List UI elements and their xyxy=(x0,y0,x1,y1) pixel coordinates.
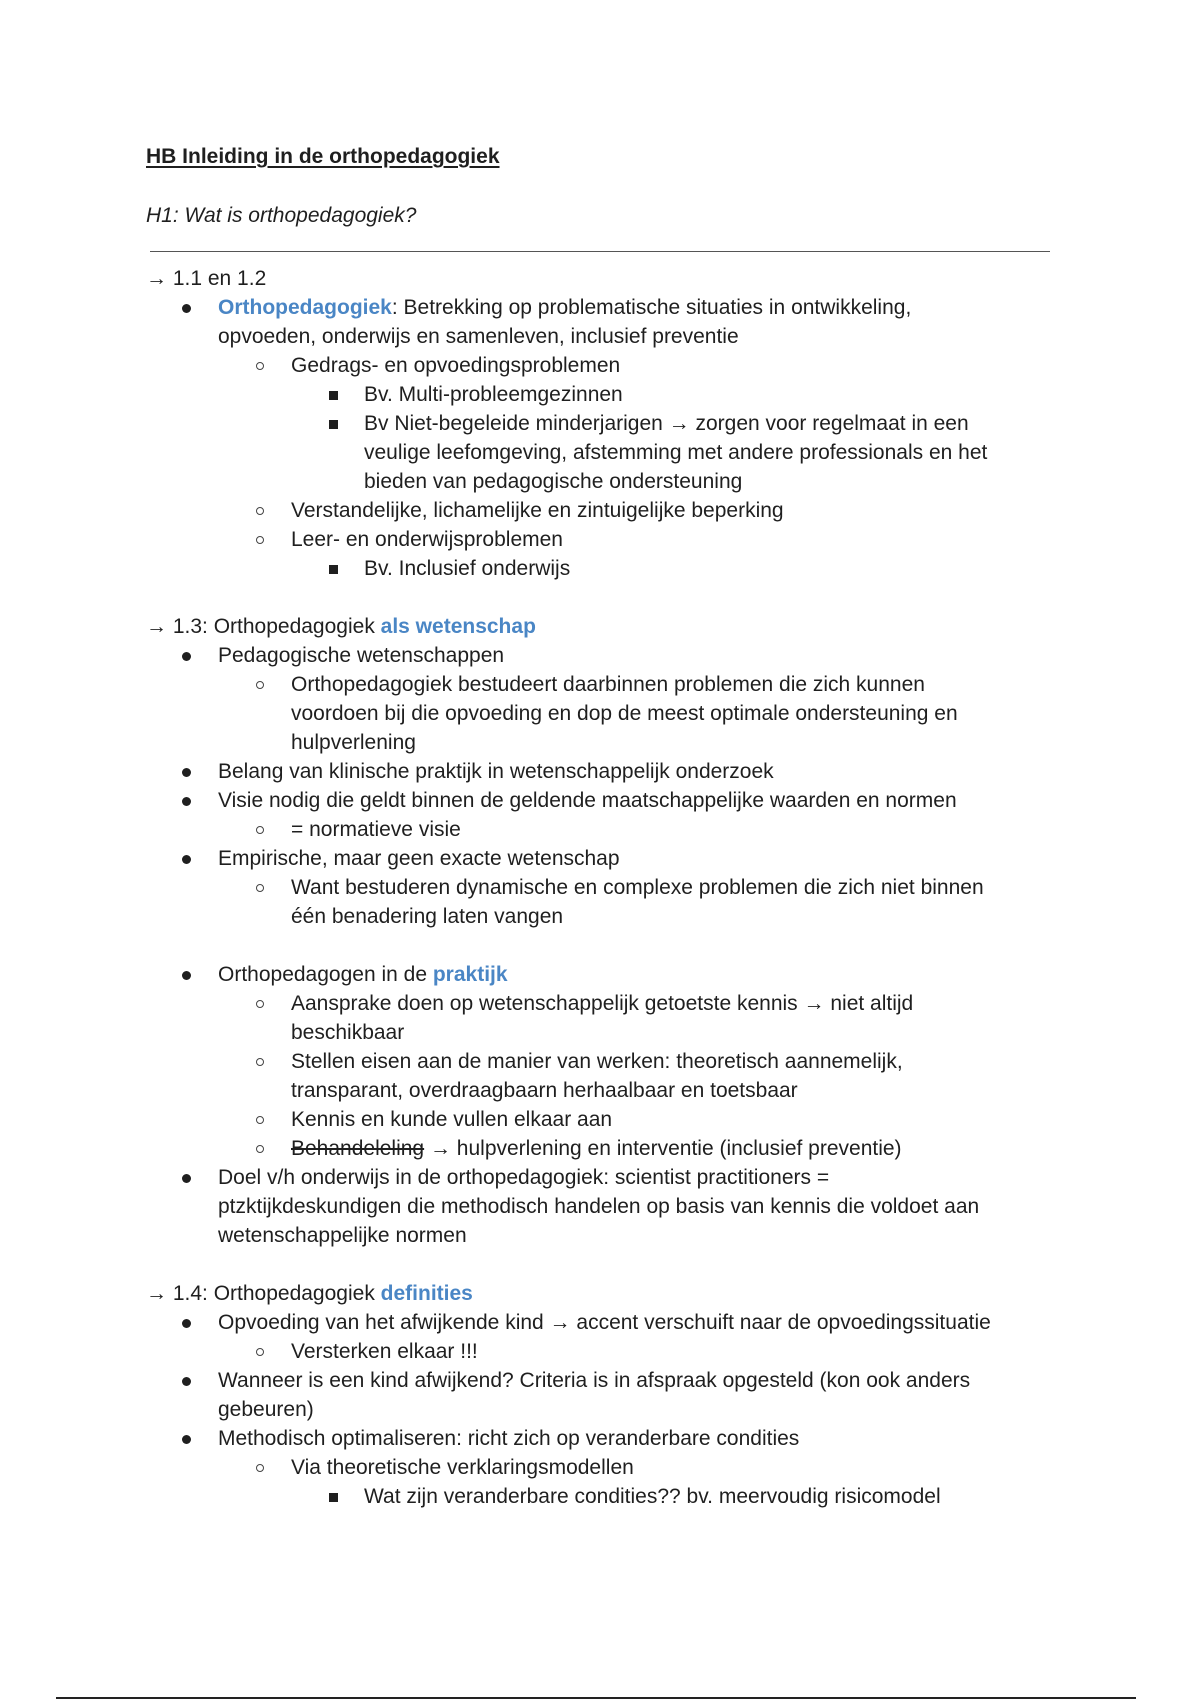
list-item-continuation xyxy=(0,1192,1200,1221)
bullet-dot-icon xyxy=(182,768,191,777)
list-item-text: Methodisch optimaliseren: richt zich op veranderbare condities xyxy=(218,1427,800,1450)
bullet-dot-icon xyxy=(182,855,191,864)
list-item-text: Bv Niet-begeleide minderjarigen → zorgen voor regelmaat in een xyxy=(364,412,969,435)
bullet-square-icon xyxy=(329,565,338,574)
list-item xyxy=(0,641,1200,670)
bullet-circle-icon xyxy=(256,1348,264,1356)
list-item-text: Orthopedagogiek bestudeert daarbinnen problemen die zich kunnen xyxy=(291,673,925,696)
list-item-text: Empirische, maar geen exacte wetenschap xyxy=(218,847,620,870)
bullet-dot-icon xyxy=(182,1377,191,1386)
list-item xyxy=(0,1308,1200,1337)
bullet-circle-icon xyxy=(256,536,264,544)
list-item-text: Wanneer is een kind afwijkend? Criteria is in afspraak opgesteld (kon ook anders xyxy=(218,1369,971,1392)
list-item-text: wetenschappelijke normen xyxy=(218,1224,467,1247)
list-item-continuation xyxy=(0,322,1200,351)
list-item-text: Visie nodig die geldt binnen de geldende maatschappelijke waarden en normen xyxy=(218,789,957,812)
list-item-text: Orthopedagogen in de xyxy=(218,963,433,986)
bullet-dot-icon xyxy=(182,652,191,661)
spacer xyxy=(0,583,1200,612)
list-item-text: Aansprake doen op wetenschappelijk getoetste kennis → niet altijd xyxy=(291,992,914,1015)
list-item xyxy=(0,1163,1200,1192)
list-item-text: Via theoretische verklaringsmodellen xyxy=(291,1456,634,1479)
spacer xyxy=(0,931,1200,960)
list-item xyxy=(0,844,1200,873)
list-item xyxy=(0,293,1200,322)
list-item xyxy=(0,873,1200,902)
list-item xyxy=(0,989,1200,1018)
list-item xyxy=(0,1424,1200,1453)
list-item-text: Opvoeding van het afwijkende kind → accent verschuift naar de opvoedingssituatie xyxy=(218,1311,991,1334)
list-item xyxy=(0,815,1200,844)
list-item-text: Bv. Inclusief onderwijs xyxy=(364,557,571,580)
list-item-continuation xyxy=(0,1018,1200,1047)
section-heading-text: → 1.1 en 1.2 xyxy=(146,267,267,290)
list-item-text: opvoeden, onderwijs en samenleven, inclusief preventie xyxy=(218,325,739,348)
list-item xyxy=(0,960,1200,989)
list-item xyxy=(0,380,1200,409)
list-item-text: beschikbaar xyxy=(291,1021,405,1044)
bullet-circle-icon xyxy=(256,362,264,370)
list-item-continuation xyxy=(0,1395,1200,1424)
struck-text: Behandeleling xyxy=(291,1137,425,1160)
term-orthopedagogiek: Orthopedagogiek xyxy=(218,296,392,319)
document-title: HB Inleiding in de orthopedagogiek xyxy=(146,145,500,168)
bullet-square-icon xyxy=(329,391,338,400)
list-item xyxy=(0,757,1200,786)
list-item-continuation xyxy=(0,438,1200,467)
list-item-text: Verstandelijke, lichamelijke en zintuigelijke beperking xyxy=(291,499,784,522)
list-item-continuation xyxy=(0,467,1200,496)
list-item-text: Kennis en kunde vullen elkaar aan xyxy=(291,1108,613,1131)
bullet-dot-icon xyxy=(182,1319,191,1328)
list-item-text: Leer- en onderwijsproblemen xyxy=(291,528,563,551)
list-item xyxy=(0,525,1200,554)
list-item-text: = normatieve visie xyxy=(291,818,461,841)
list-item xyxy=(0,1047,1200,1076)
list-item xyxy=(0,1337,1200,1366)
list-item-text: Want bestuderen dynamische en complexe problemen die zich niet binnen xyxy=(291,876,984,899)
bullet-dot-icon xyxy=(182,797,191,806)
list-item-text: Belang van klinische praktijk in wetenschappelijk onderzoek xyxy=(218,760,774,783)
list-item-continuation xyxy=(0,728,1200,757)
list-item xyxy=(0,409,1200,438)
list-item-text: Stellen eisen aan de manier van werken: theoretisch aannemelijk, xyxy=(291,1050,903,1073)
bullet-circle-icon xyxy=(256,681,264,689)
list-item-text: veulige leefomgeving, afstemming met andere professionals en het xyxy=(364,441,988,464)
list-item-text: gebeuren) xyxy=(218,1398,314,1421)
list-item-text: Pedagogische wetenschappen xyxy=(218,644,505,667)
list-item-text: transparant, overdraagbaarn herhaalbaar en toetsbaar xyxy=(291,1079,798,1102)
list-item-text: bieden van pedagogische ondersteuning xyxy=(364,470,743,493)
bullet-dot-icon xyxy=(182,1435,191,1444)
list-item-text: → hulpverlening en interventie (inclusief preventie) xyxy=(424,1137,902,1160)
spacer xyxy=(0,1250,1200,1279)
section-heading-1-1 xyxy=(0,264,1200,293)
list-item-continuation xyxy=(0,1221,1200,1250)
list-item-text: Versterken elkaar !!! xyxy=(291,1340,478,1363)
bullet-circle-icon xyxy=(256,884,264,892)
bullet-circle-icon xyxy=(256,826,264,834)
page-bottom-rule xyxy=(56,1697,1136,1699)
bullet-dot-icon xyxy=(182,304,191,313)
bullet-circle-icon xyxy=(256,1116,264,1124)
list-item xyxy=(0,496,1200,525)
list-item xyxy=(0,1366,1200,1395)
bullet-dot-icon xyxy=(182,1174,191,1183)
list-item xyxy=(0,554,1200,583)
bullet-circle-icon xyxy=(256,1145,264,1153)
list-item-text: Bv. Multi-probleemgezinnen xyxy=(364,383,623,406)
bullet-circle-icon xyxy=(256,1000,264,1008)
list-item xyxy=(0,670,1200,699)
list-item-text: ptzktijkdeskundigen die methodisch handelen op basis van kennis die voldoet aan xyxy=(218,1195,980,1218)
chapter-heading: H1: Wat is orthopedagogiek? xyxy=(146,204,417,227)
list-item-continuation xyxy=(0,699,1200,728)
bullet-square-icon xyxy=(329,420,338,429)
list-item xyxy=(0,786,1200,815)
list-item xyxy=(0,1453,1200,1482)
list-item-text: Wat zijn veranderbare condities?? bv. meervoudig risicomodel xyxy=(364,1485,941,1508)
list-item-text: Doel v/h onderwijs in de orthopedagogiek: scientist practitioners = xyxy=(218,1166,830,1189)
section-heading-1-3 xyxy=(0,612,1200,641)
bullet-circle-icon xyxy=(256,507,264,515)
bullet-dot-icon xyxy=(182,971,191,980)
horizontal-rule xyxy=(150,251,1050,252)
list-item-text: voordoen bij die opvoeding en dop de meest optimale ondersteuning en xyxy=(291,702,958,725)
highlight-term: praktijk xyxy=(432,963,508,986)
list-item-text: één benadering laten vangen xyxy=(291,905,564,928)
bullet-square-icon xyxy=(329,1493,338,1502)
section-heading-1-4 xyxy=(0,1279,1200,1308)
section-heading-text: → 1.3: Orthopedagogiek xyxy=(146,615,381,638)
list-item-text: : Betrekking op problematische situaties in ontwikkeling, xyxy=(391,296,912,319)
list-item-continuation xyxy=(0,1076,1200,1105)
list-item xyxy=(0,1134,1200,1163)
bullet-circle-icon xyxy=(256,1058,264,1066)
notes-content xyxy=(0,264,1200,1511)
list-item-continuation xyxy=(0,902,1200,931)
highlight-term: definities xyxy=(380,1282,473,1305)
highlight-term: als wetenschap xyxy=(380,615,536,638)
list-item-text: hulpverlening xyxy=(291,731,416,754)
list-item xyxy=(0,1482,1200,1511)
list-item-text: Gedrags- en opvoedingsproblemen xyxy=(291,354,621,377)
list-item xyxy=(0,1105,1200,1134)
section-heading-text: → 1.4: Orthopedagogiek xyxy=(146,1282,381,1305)
list-item xyxy=(0,351,1200,380)
bullet-circle-icon xyxy=(256,1464,264,1472)
